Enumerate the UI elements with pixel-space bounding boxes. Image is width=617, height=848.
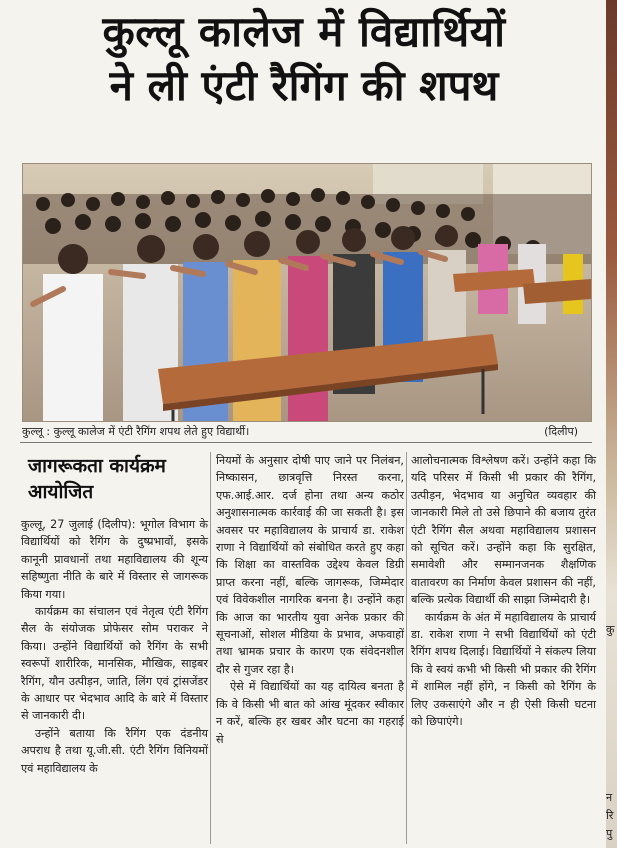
caption-text: कुल्लू : कुल्लू कालेज में एंटी रैगिंग शपथ लेते हुए विद्यार्थी। — [22, 425, 250, 438]
adjacent-page-edge — [606, 0, 617, 848]
column-divider — [406, 452, 407, 844]
column-divider — [210, 452, 211, 844]
article-column-1 — [21, 516, 208, 777]
headline-line-1: कुल्लू कालेज में विद्यार्थियों — [102, 7, 506, 56]
edge-fragment: पु — [606, 827, 613, 840]
edge-fragment: न — [606, 791, 613, 804]
subheading: जागरूकता कार्यक्रम आयोजित — [28, 455, 166, 503]
paragraph: नियमों के अनुसार दोषी पाए जाने पर निलंबन, निष्कासन, छात्रवृत्ति निरस्त करना, एफ.आई.आर. दर्ज होना तथा अन्य कठोर अनुशासनात्मक कार्रवाई की जा सकती है। इस अवसर पर महाविद्यालय के प्राचार्य डा. राकेश राणा ने विद्यार्थियों को संबोधित करते हुए कहा कि शिक्षा का वास्तविक उद्देश्य केवल डिग्री प्राप्त करना नहीं, बल्कि जागरूक, जिम्मेदार एवं विवेकशील नागरिक बनना है। उन्होंने कहा कि आज का भारतीय युवा अनेक प्रकार की सूचनाओं, सोशल मीडिया के प्रभाव, अफवाहों तथा भ्रामक प्रचार के कारण एक संवेदनशील दौर से गुजर रहा है। — [216, 454, 404, 676]
article-column-3 — [411, 452, 596, 731]
students-oath-photo — [23, 164, 591, 421]
divider — [20, 442, 592, 443]
paragraph: उन्होंने बताया कि रैगिंग एक दंडनीय अपराध है तथा यू.जी.सी. एंटी रैगिंग विनियमों एवं महाविद्यालय के — [21, 726, 208, 775]
headline-line-2: ने ली एंटी रैगिंग की शपथ — [109, 61, 499, 111]
photo-credit: (दिलीप) — [544, 425, 578, 438]
paragraph: कुल्लू, 27 जुलाई (दिलीप): भूगोल विभाग के विद्यार्थियों को रैगिंग के दुष्प्रभावों, इसके कानूनी प्रावधानों तथा महाविद्यालय की शून्य सहिष्णुता नीति के बारे में विस्तार से जागरूक किया गया। — [21, 518, 208, 601]
article-column-2 — [216, 452, 404, 748]
paragraph: आलोचनात्मक विश्लेषण करें। उन्होंने कहा कि यदि परिसर में किसी भी प्रकार की रैगिंग, उत्पीड़न, भेदभाव या अनुचित व्यवहार की जानकारी मिले तो उसे छिपाने की बजाय तुरंत एंटी रैगिंग सैल अथवा महाविद्यालय प्रशासन को सूचित करें। उन्होंने कहा कि सुरक्षित, समावेशी और सम्मानजनक शैक्षणिक वातावरण का निर्माण केवल प्रशासन की नहीं, बल्कि प्रत्येक विद्यार्थी की साझा जिम्मेदारी है। — [411, 454, 596, 607]
news-photo — [22, 163, 592, 422]
photo-caption — [22, 424, 590, 439]
paragraph: ऐसे में विद्यार्थियों का यह दायित्व बनता है कि वे किसी भी बात को आंख मूंदकर स्वीकार न करें, बल्कि हर खबर और घटना का गहराई से — [216, 680, 404, 746]
paragraph: कार्यक्रम का संचालन एवं नेतृत्व एंटी रैगिंग सैल के संयोजक प्रोफेसर सोम पराकर ने किया। उन्होंने विद्यार्थियों को रैगिंग के सभी स्वरूपों शारीरिक, मानसिक, मौखिक, साइबर रैगिंग, यौन उत्पीड़न, जाति, लिंग एवं ट्रांसजेंडर के आधार पर भेदभाव आदि के बारे में विस्तार से जानकारी दी। — [21, 605, 208, 723]
edge-fragment: रि — [606, 809, 614, 822]
edge-fragment: कु — [606, 623, 615, 636]
paragraph: कार्यक्रम के अंत में महाविद्यालय के प्राचार्य डा. राकेश राणा ने सभी विद्यार्थियों को एंटी रैगिंग शपथ दिलाई। विद्यार्थियों ने संकल्प लिया कि वे स्वयं कभी भी किसी भी प्रकार की रैगिंग में शामिल नहीं होंगे, न किसी को रैगिंग के लिए उकसाएंगे और न ही ऐसी किसी घटना को छिपाएंगे। — [411, 610, 596, 729]
headline — [6, 7, 602, 111]
